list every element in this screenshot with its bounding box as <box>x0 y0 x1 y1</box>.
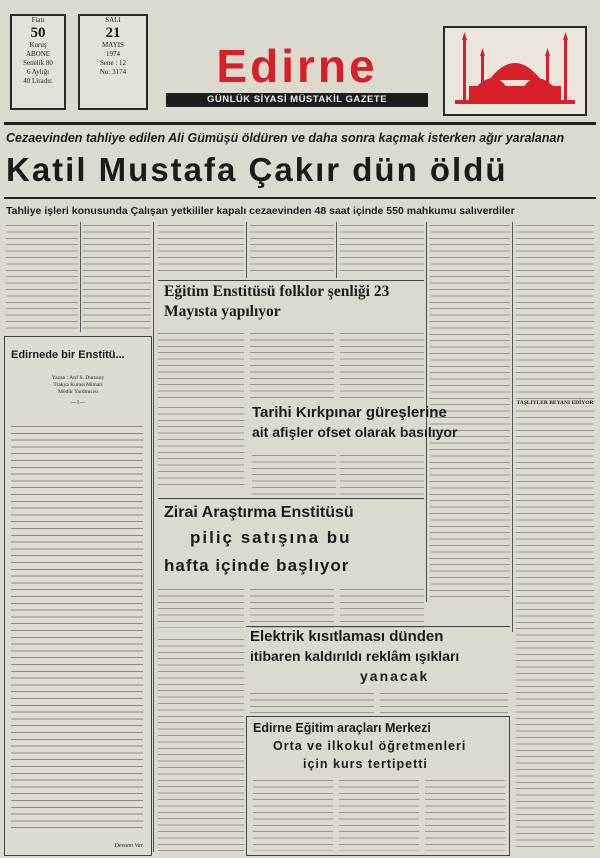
price-value: 50 <box>30 25 46 41</box>
date-volume: Sene : 12 <box>99 59 127 67</box>
date-day: 21 <box>105 25 121 41</box>
byline-author: Yazan : Atıf S. Durusoy <box>51 375 105 381</box>
price-box <box>10 14 66 110</box>
price-line6: 6 Aylığı <box>26 68 50 76</box>
text-block <box>250 586 334 628</box>
text-block <box>158 222 244 274</box>
text-block <box>425 777 505 851</box>
column-title: Edirnede bir Enstitü... <box>11 349 125 361</box>
text-block <box>340 222 424 274</box>
mosque-illustration <box>443 26 587 116</box>
column-rule <box>153 222 154 852</box>
text-block <box>158 404 244 490</box>
egitim-headline-line2: Orta ve ilkokul öğretmenleri <box>273 739 467 753</box>
headline-rule <box>4 197 596 199</box>
text-block <box>250 222 334 274</box>
kirkpinar-headline-line2: ait afişler ofset olarak basılıyor <box>252 424 458 440</box>
column-section: —1— <box>70 400 86 406</box>
newspaper-subtitle: GÜNLÜK SİYASİ MÜSTAKİL GAZETE <box>166 93 428 107</box>
elektrik-headline-line2: itibaren kaldırıldı reklâm ışıkları <box>250 648 460 664</box>
egitim-box <box>246 716 510 856</box>
text-block <box>253 777 333 851</box>
zirai-headline-line1: Zirai Araştırma Enstitüsü <box>164 504 354 521</box>
text-block <box>158 330 244 400</box>
column-byline <box>5 375 151 396</box>
date-weekday: SALI <box>105 16 121 24</box>
column-body <box>11 423 143 833</box>
zirai-headline-line2: piliç satışına bu <box>190 528 352 547</box>
text-block <box>250 690 374 714</box>
price-line3: Kuruş <box>29 41 47 49</box>
price-line7: 40 Liradır. <box>23 77 53 85</box>
elektrik-headline-line3: yanacak <box>360 668 430 684</box>
date-box <box>78 14 148 110</box>
top-headline: Katil Mustafa Çakır dün öldü <box>6 151 508 188</box>
text-block <box>158 636 244 852</box>
side-subhead: TAŞLIYLER BEYANI EDİYOR <box>516 400 594 406</box>
top-kicker: Cezaevinden tahliye edilen Ali Gümüşü öldüren ve daha sonra kaçmak isterken ağır yaralanan <box>6 131 565 145</box>
column-rule <box>336 222 337 278</box>
text-block <box>340 330 424 400</box>
text-block <box>516 222 594 852</box>
column-end: Devamı Var <box>114 843 143 849</box>
elektrik-headline-line1: Elektrik kısıtlaması dünden <box>250 628 444 645</box>
column-rule <box>512 222 513 632</box>
folklor-headline <box>164 282 422 322</box>
price-line1: Fiatı <box>31 16 45 24</box>
top-deck: Tahliye işleri konusunda Çalışan yetkililer kapalı cezaevinden 48 saat içinde 550 mahkumu salıverdiler <box>6 205 515 217</box>
masthead-rule <box>4 122 596 125</box>
zirai-headline-line3: hafta içinde başlıyor <box>164 556 350 575</box>
price-line4: ABONE <box>25 50 51 58</box>
text-block <box>83 222 151 332</box>
text-block <box>340 586 424 628</box>
folklor-headline-text: Eğitim Enstitüsü folklor şenliği 23 Mayısta yapılıyor <box>164 283 390 320</box>
text-block <box>250 330 334 400</box>
egitim-headline-line3: için kurs tertipetti <box>303 757 428 771</box>
kirkpinar-headline-line1: Tarihi Kırkpınar güreşlerine <box>252 404 447 421</box>
text-block <box>380 690 508 714</box>
price-line5: Senelik 80 <box>23 59 53 67</box>
text-block <box>6 222 78 332</box>
text-block <box>252 452 336 496</box>
text-block <box>158 586 244 628</box>
date-month: MAYIS <box>102 41 124 49</box>
byline-role2: Müdür Yardımcısı <box>57 389 99 395</box>
column-rule <box>80 222 81 332</box>
section-rule <box>158 498 424 499</box>
column-rule <box>246 222 247 278</box>
date-year: 1974 <box>106 50 120 58</box>
section-rule <box>246 626 510 627</box>
text-block <box>340 452 424 496</box>
text-block <box>339 777 419 851</box>
egitim-headline-line1: Edirne Eğitim araçları Merkezi <box>253 721 431 735</box>
date-number: No: 3174 <box>99 68 127 76</box>
byline-role1: Trakya Kurası Mimari <box>53 382 103 388</box>
newspaper-logo: Edirne <box>216 40 378 92</box>
section-rule <box>158 280 424 281</box>
column-box <box>4 336 152 856</box>
